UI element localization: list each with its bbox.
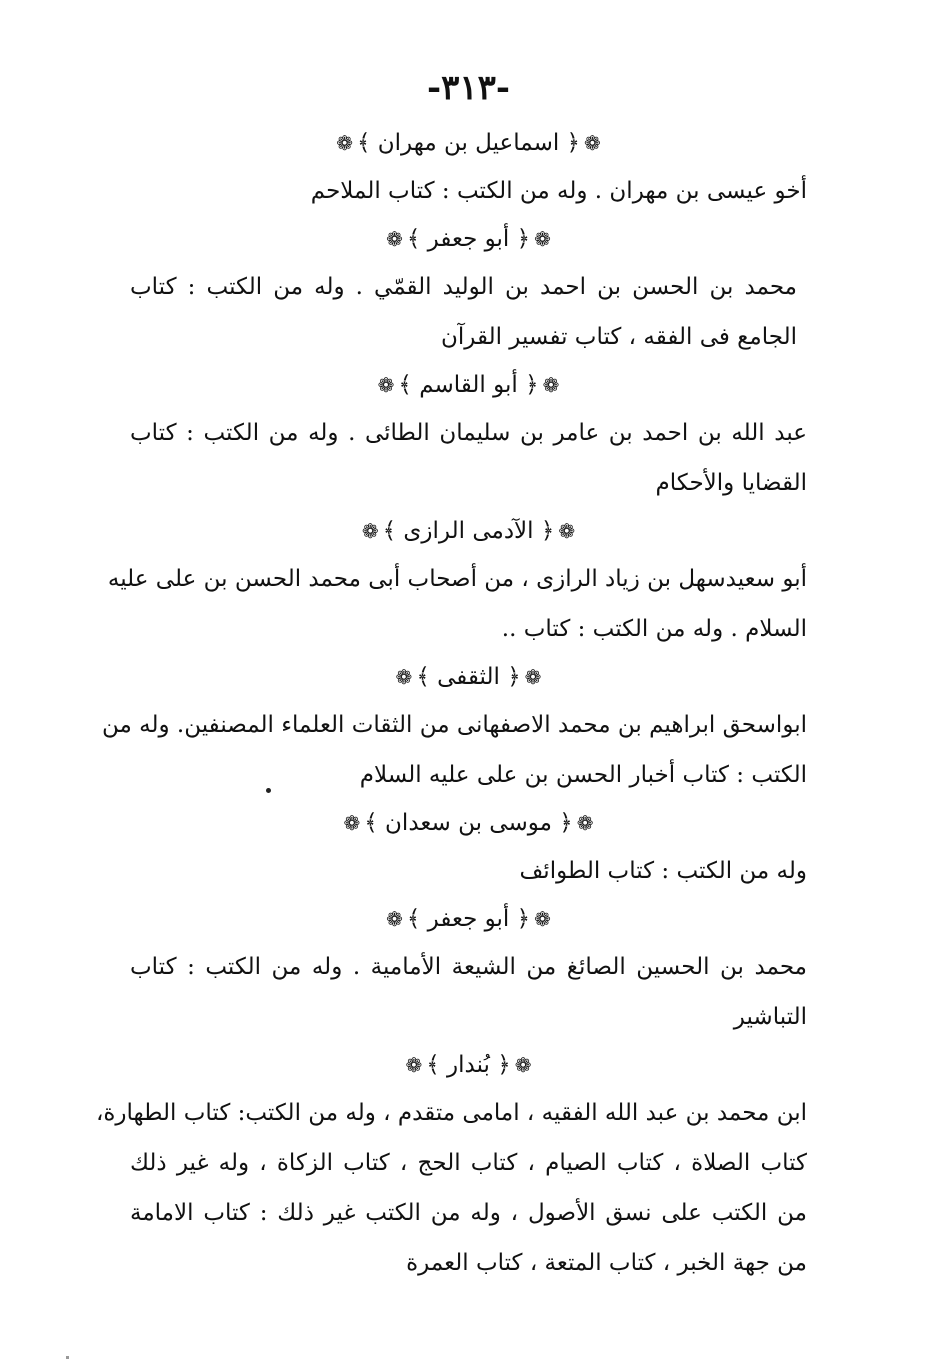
ornament-flower-icon: ❁ bbox=[534, 907, 551, 931]
ornament-flower-icon: ❁ bbox=[343, 811, 361, 835]
ornament-flower-icon: ❁ bbox=[386, 227, 403, 251]
entry-text-line: ابواسحق ابراهيم بن محمد الاصفهانى من الثقات العلماء المصنفين. وله من bbox=[102, 712, 807, 738]
entry-heading bbox=[130, 216, 807, 262]
entry bbox=[130, 800, 807, 896]
entry-heading-text: ﴿ أبو القاسم ﴾ bbox=[398, 372, 539, 398]
entry bbox=[130, 216, 807, 362]
entry-heading bbox=[130, 800, 807, 846]
entry bbox=[95, 1042, 807, 1288]
entry-text-line: من الكتب على نسق الأصول ، وله من الكتب غير ذلك : كتاب الامامة bbox=[130, 1200, 807, 1226]
entry-text-line: أخو عيسى بن مهران . وله من الكتب : كتاب الملاحم bbox=[310, 178, 807, 204]
entry-text-line: القضايا والأحكام bbox=[655, 470, 807, 496]
entry-text-line: كتاب الصلاة ، كتاب الصيام ، كتاب الحج ، كتاب الزكاة ، وله غير ذلك bbox=[130, 1150, 807, 1176]
ornament-flower-icon: ❁ bbox=[361, 519, 379, 543]
ornament-flower-icon: ❁ bbox=[405, 1053, 423, 1077]
entry-text-line: الجامع فى الفقه ، كتاب تفسير القرآن bbox=[440, 324, 797, 350]
entry-text-line: وله من الكتب : كتاب الطوائف bbox=[519, 858, 807, 884]
entry bbox=[130, 120, 807, 216]
ornament-flower-icon: ❁ bbox=[377, 373, 395, 397]
entry-heading bbox=[130, 120, 807, 166]
entry bbox=[107, 508, 807, 654]
ornament-flower-icon: ❁ bbox=[542, 373, 560, 397]
stray-dot-mark bbox=[266, 788, 271, 793]
entry-text-line: عبد الله بن احمد بن عامر بن سليمان الطائى . وله من الكتب : كتاب bbox=[130, 420, 807, 446]
entry-text-line: السلام . وله من الكتب : كتاب .. bbox=[501, 616, 807, 642]
page-number: -٣١٣- bbox=[426, 68, 511, 108]
ornament-flower-icon: ❁ bbox=[336, 131, 353, 155]
ornament-flower-icon: ❁ bbox=[576, 811, 594, 835]
entry-text-line: الكتب : كتاب أخبار الحسن بن على عليه السلام bbox=[359, 762, 807, 788]
ornament-flower-icon: ❁ bbox=[558, 519, 576, 543]
ornament-flower-icon: ❁ bbox=[524, 665, 542, 689]
entry-text-line: ابن محمد بن عبد الله الفقيه ، امامى متقدم ، وله من الكتب: كتاب الطهارة، bbox=[95, 1100, 807, 1126]
entry-heading bbox=[130, 508, 807, 554]
ornament-flower-icon: ❁ bbox=[514, 1053, 532, 1077]
entry-text-line: من جهة الخبر ، كتاب المتعة ، كتاب العمرة bbox=[406, 1250, 807, 1276]
entry-heading-text: ﴿ اسماعيل بن مهران ﴾ bbox=[356, 130, 581, 156]
entries-list bbox=[95, 120, 807, 1288]
entry-text-line: محمد بن الحسن بن احمد بن الوليد القمّي . وله من الكتب : كتاب bbox=[130, 274, 797, 300]
entry-heading-text: ﴿ بُندار ﴾ bbox=[426, 1052, 511, 1078]
ornament-flower-icon: ❁ bbox=[584, 131, 601, 155]
entry-heading-text: ﴿ الثقفى ﴾ bbox=[416, 664, 521, 690]
entry-heading-text: ﴿ الآدمى الرازى ﴾ bbox=[382, 518, 555, 544]
entry-text-line: التباشير bbox=[733, 1004, 807, 1030]
entry bbox=[102, 654, 807, 800]
entry-heading-text: ﴿ أبو جعفر ﴾ bbox=[406, 226, 531, 252]
entry bbox=[130, 362, 807, 508]
ornament-flower-icon: ❁ bbox=[395, 665, 413, 689]
entry-heading bbox=[130, 1042, 807, 1088]
ornament-flower-icon: ❁ bbox=[386, 907, 403, 931]
entry bbox=[130, 896, 807, 1042]
ornament-flower-icon: ❁ bbox=[534, 227, 551, 251]
entry-heading bbox=[130, 896, 807, 942]
entry-heading-text: ﴿ موسى بن سعدان ﴾ bbox=[364, 810, 573, 836]
entry-heading-text: ﴿ أبو جعفر ﴾ bbox=[406, 906, 531, 932]
entry-heading bbox=[130, 654, 807, 700]
entry-text-line: محمد بن الحسين الصائغ من الشيعة الأمامية . وله من الكتب : كتاب bbox=[130, 954, 807, 980]
stray-speck-mark bbox=[66, 1356, 69, 1359]
entry-text-line: أبو سعيدسهل بن زياد الرازى ، من أصحاب أبى محمد الحسن بن على عليه bbox=[107, 566, 807, 592]
entry-heading bbox=[130, 362, 807, 408]
